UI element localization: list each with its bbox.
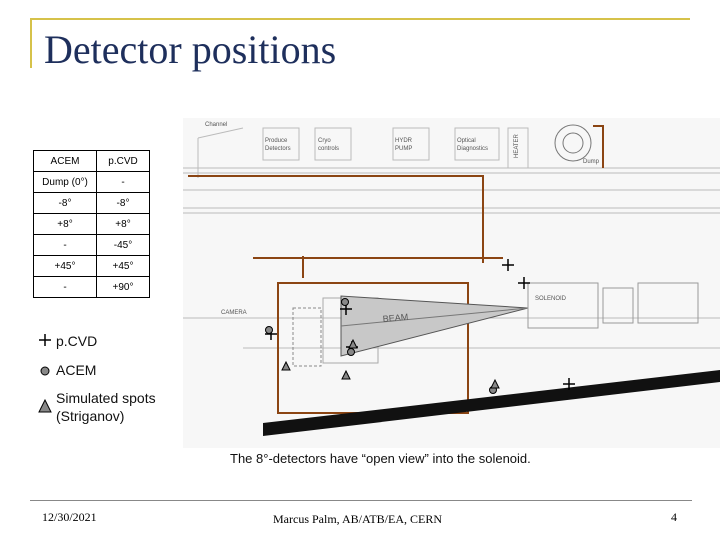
sim-marker bbox=[491, 380, 499, 388]
table-row bbox=[34, 235, 150, 256]
table-cell: +45° bbox=[34, 256, 97, 277]
acem-marker bbox=[342, 299, 349, 306]
footer-date: 12/30/2021 bbox=[42, 510, 97, 524]
frame-top-rule bbox=[30, 18, 690, 20]
beamline-svg bbox=[183, 118, 720, 448]
label-pump: PUMP bbox=[395, 146, 413, 152]
table-header-row bbox=[34, 151, 150, 172]
figure-caption: The 8°-detectors have “open view” into the solenoid. bbox=[230, 451, 531, 466]
label-controls: controls bbox=[318, 146, 340, 152]
legend-sim-label-1: Simulated spots bbox=[56, 390, 156, 406]
table-row bbox=[34, 172, 150, 193]
table-cell: - bbox=[97, 172, 150, 193]
label-channel: Channel bbox=[205, 122, 228, 128]
pcvd-marker bbox=[502, 259, 514, 271]
triangle-icon bbox=[38, 399, 52, 413]
acem-marker bbox=[266, 327, 273, 334]
footer-rule bbox=[30, 500, 692, 501]
label-optical: Optical bbox=[457, 138, 476, 144]
table-cell: +90° bbox=[97, 277, 150, 298]
label-cryo: Cryo bbox=[318, 138, 331, 144]
sim-marker bbox=[342, 371, 350, 379]
label-dump: Dump bbox=[583, 159, 600, 165]
label-beam: BEAM bbox=[382, 311, 409, 324]
label-diagnostics: Diagnostics bbox=[457, 146, 489, 152]
sim-marker bbox=[282, 362, 290, 370]
legend-sim-label-2: (Striganov) bbox=[56, 408, 125, 424]
table-cell: +8° bbox=[97, 214, 150, 235]
label-heater: HEATER bbox=[514, 134, 520, 158]
detector-table bbox=[33, 150, 150, 298]
page-number: 4 bbox=[671, 510, 677, 524]
beam-cone bbox=[341, 296, 528, 356]
slide-title: Detector positions bbox=[44, 27, 337, 72]
table-cell: -45° bbox=[97, 235, 150, 256]
beam-pipe bbox=[263, 370, 720, 436]
circle-dot-icon bbox=[38, 364, 52, 378]
label-detectors: Detectors bbox=[265, 146, 291, 152]
table-row bbox=[34, 214, 150, 235]
legend-acem-label: ACEM bbox=[56, 362, 97, 378]
footer-author: Marcus Palm, AB/ATB/EA, CERN bbox=[273, 512, 443, 526]
legend-pcvd-label: p.CVD bbox=[56, 333, 98, 349]
table-cell: -8° bbox=[34, 193, 97, 214]
sim-markers bbox=[282, 340, 499, 388]
table-row bbox=[34, 277, 150, 298]
table-cell: -8° bbox=[97, 193, 150, 214]
table-header: p.CVD bbox=[97, 151, 150, 172]
table-cell: - bbox=[34, 235, 97, 256]
acem-marker bbox=[348, 349, 355, 356]
label-camera: CAMERA bbox=[221, 310, 247, 316]
table-cell: Dump (0°) bbox=[34, 172, 97, 193]
table-row bbox=[34, 256, 150, 277]
table-cell: - bbox=[34, 277, 97, 298]
table-cell: +45° bbox=[97, 256, 150, 277]
label-produce: Produce bbox=[265, 138, 288, 144]
table-cell: +8° bbox=[34, 214, 97, 235]
cross-icon bbox=[38, 333, 52, 347]
label-hydr: HYDR bbox=[395, 138, 413, 144]
beamline-drawing bbox=[183, 118, 720, 448]
frame-left-rule bbox=[30, 18, 32, 68]
label-solenoid: SOLENOID bbox=[535, 296, 567, 302]
table-row bbox=[34, 193, 150, 214]
table-header: ACEM bbox=[34, 151, 97, 172]
